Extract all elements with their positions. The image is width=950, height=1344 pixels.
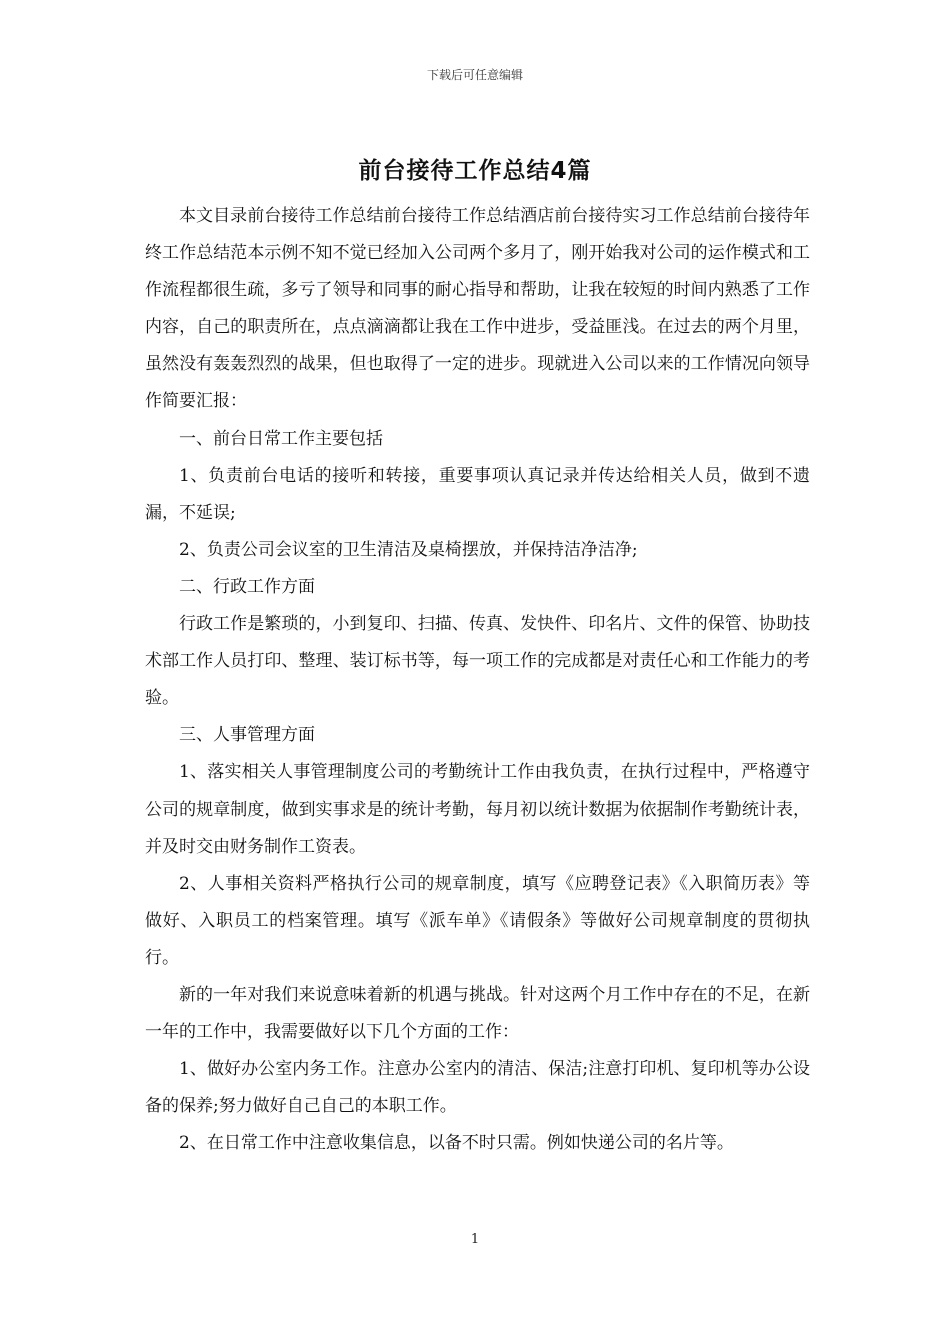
document-title: 前台接待工作总结4篇	[358, 158, 592, 184]
page-header-note: 下载后可任意编辑	[426, 68, 523, 82]
document-body	[145, 198, 810, 1162]
list-item-phone-duty: 1、负责前台电话的接听和转接，重要事项认真记录并传达给相关人员，做到不遗漏，不延误;	[145, 465, 810, 523]
list-item-attendance: 1、落实相关人事管理制度公司的考勤统计工作由我负责，在执行过程中，严格遵守公司的规章制度，做到实事求是的统计考勤，每月初以统计数据为依据制作考勤统计表，并及时交由财务制作工资表。	[145, 762, 810, 857]
list-item-office-duty: 1、做好办公室内务工作。注意办公室内的清洁、保洁;注意打印机、复印机等办公设备的保养;努力做好自己自己的本职工作。	[145, 1059, 810, 1117]
list-item-meeting-room: 2、负责公司会议室的卫生清洁及桌椅摆放，并保持洁净洁净;	[179, 539, 638, 560]
intro-paragraph: 本文目录前台接待工作总结前台接待工作总结酒店前台接待实习工作总结前台接待年终工作总结范本示例不知不觉已经加入公司两个多月了，刚开始我对公司的运作模式和工作流程都很生疏，多亏了领导和同事的耐心指导和帮助，让我在较短的时间内熟悉了工作内容，自己的职责所在，点点滴滴都让我在工作中进步，受益匪浅。在过去的两个月里，虽然没有轰轰烈烈的战果，但也取得了一定的进步。现就进入公司以来的工作情况向领导作简要汇报：	[145, 206, 810, 412]
section-heading-admin: 二、行政工作方面	[179, 576, 315, 597]
list-item-hr-records: 2、人事相关资料严格执行公司的规章制度，填写《应聘登记表》《入职简历表》等做好、入职员工的档案管理。填写《派车单》《请假条》等做好公司规章制度的贯彻执行。	[145, 873, 810, 968]
section-heading-hr: 三、人事管理方面	[179, 725, 315, 746]
admin-paragraph: 行政工作是繁琐的，小到复印、扫描、传真、发快件、印名片、文件的保管、协助技术部工作人员打印、整理、装订标书等，每一项工作的完成都是对责任心和工作能力的考验。	[145, 614, 810, 709]
section-heading-front-desk: 一、前台日常工作主要包括	[179, 428, 383, 449]
list-item-info-collection: 2、在日常工作中注意收集信息，以备不时只需。例如快递公司的名片等。	[179, 1133, 734, 1154]
new-year-paragraph: 新的一年对我们来说意味着新的机遇与挑战。针对这两个月工作中存在的不足，在新一年的工作中，我需要做好以下几个方面的工作：	[145, 984, 810, 1043]
page-number: 1	[470, 1232, 480, 1247]
